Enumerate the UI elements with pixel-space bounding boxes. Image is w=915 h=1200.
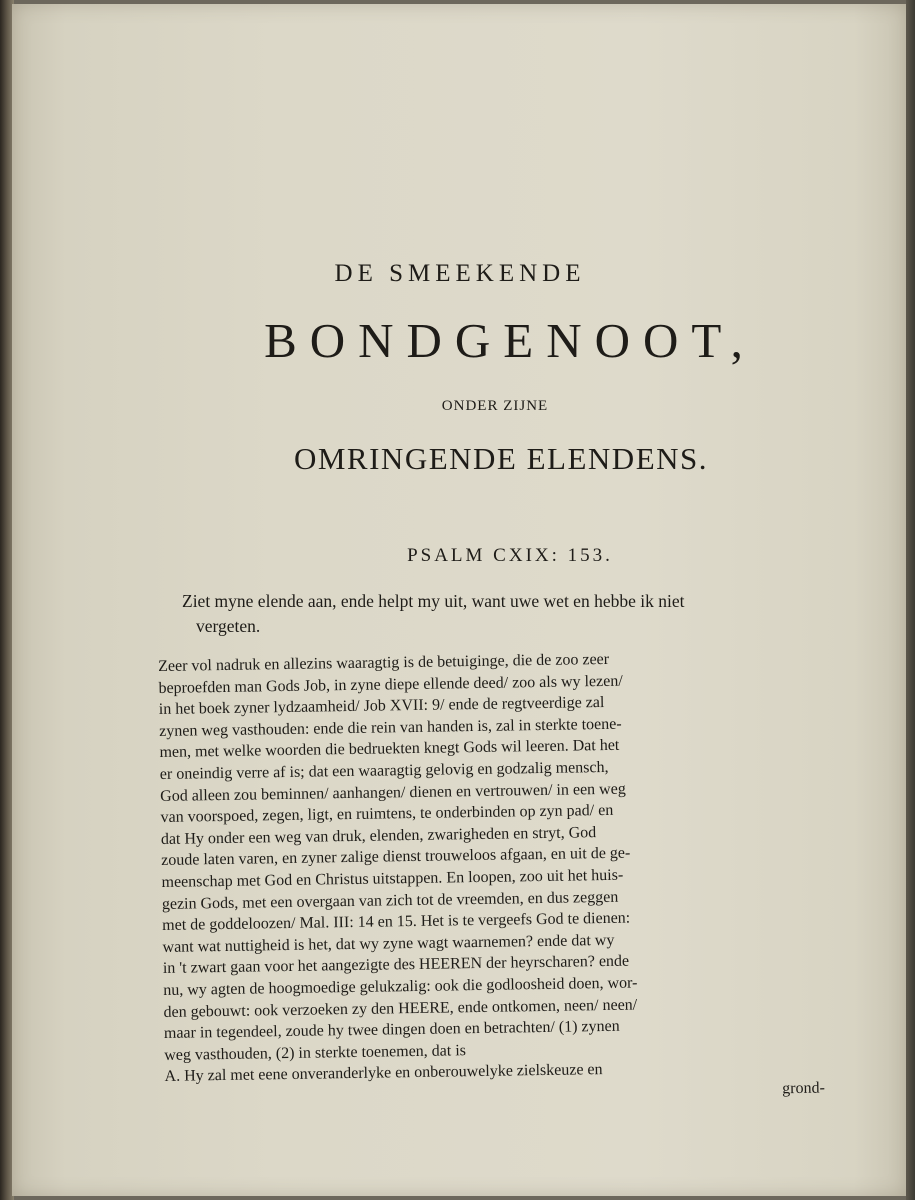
body-line-9: dat Hy onder een weg van druk, elenden, zwarigheden en stryt, God (160, 823, 597, 848)
body-line-2: beproefden man Gods Job, in zyne diepe ellende deed/ zoo als wy lezen/ (158, 672, 623, 697)
verse-line-2: vergeten. (196, 616, 261, 636)
body-line-18: maar in tegendeel, zoude hy twee dingen doen en betrachten/ (1) zynen (163, 1017, 620, 1043)
verse-line-1: Ziet myne elende aan, ende helpt my uit, want uwe wet en hebbe ik niet (182, 591, 685, 611)
body-line-13: met de goddeloozen/ Mal. III: 14 en 15. Het is te vergeefs God te dienen: (162, 909, 631, 935)
psalm-heading: PSALM CXIX: 153. (407, 545, 613, 566)
body-line-16: nu, wy agten de hoogmoedige gelukzalig: ook die godloosheid doen, wor- (163, 974, 638, 999)
catchword: grond- (782, 1079, 826, 1098)
body-line-19: weg vasthouden, (2) in sterkte toenemen, dat is (164, 1041, 467, 1064)
title-line-1: DE SMEEKENDE (334, 260, 586, 287)
body-line-1: Zeer vol nadruk en allezins waaragtig is de betuiginge, die de zoo zeer (158, 650, 610, 675)
body-line-7: God alleen zou beminnen/ aanhangen/ dienen en vertrouwen/ in een weg (160, 780, 626, 805)
body-line-10: zoude laten varen, en zyner zalige dienst trouweloos afgaan, en uit de ge- (161, 844, 631, 870)
body-line-8: van voorspoed, zegen, ligt, en ruimtens, te onderbinden op zyn pad/ en (160, 802, 614, 827)
body-line-12: gezin Gods, met een overgaan van zich tot de vreemden, en dus zeggen (161, 888, 619, 913)
body-text (158, 646, 825, 1110)
body-line-17: den gebouwt: ook verzoeken zy den HEERE, ende ontkomen, neen/ neen/ (163, 996, 638, 1021)
title-line-3: ONDER ZIJNE (441, 398, 549, 414)
scripture-verse (182, 589, 684, 639)
body-line-11: meenschap met God en Christus uitstappen. En loopen, zoo uit het huis- (161, 866, 624, 891)
body-line-3: in het boek zyner lydzaamheid/ Job XVII: 9/ ende de regtveerdige zal (158, 694, 605, 719)
page-right-edge (906, 0, 915, 1200)
title-line-2: BONDGENOOT, (264, 313, 756, 368)
body-line-15: in 't zwart gaan voor het aangezigte des HEEREN der heyrscharen? ende (162, 952, 630, 978)
body-line-6: er oneindig verre af is; dat een waaragtig gelovig en godzalig mensch, (159, 758, 609, 783)
body-line-14: want wat nuttigheid is het, dat wy zyne wagt waarnemen? ende dat wy (162, 931, 615, 956)
body-line-5: men, met welke woorden die bedruekten knegt Gods wil leeren. Dat het (159, 737, 620, 762)
book-page (12, 4, 908, 1196)
body-line-20: A. Hy zal met eene onveranderlyke en onberouwelyke zielskeuze en (164, 1061, 603, 1086)
body-line-4: zynen weg vasthouden: ende die rein van handen is, zal in sterkte toene- (159, 715, 622, 740)
title-line-4: OMRINGENDE ELENDENS. (293, 441, 709, 476)
